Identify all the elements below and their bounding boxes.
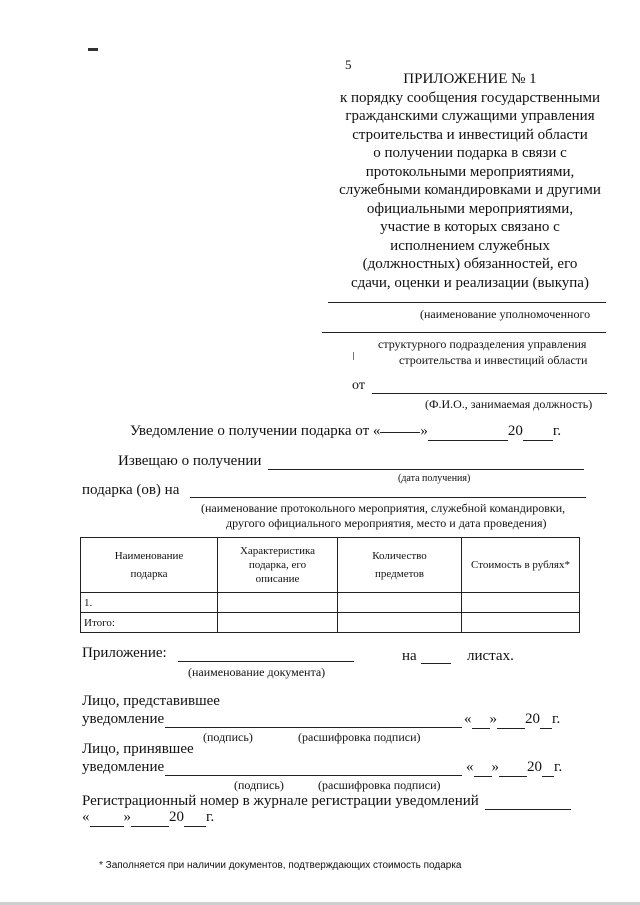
receiver-date: « » 20 г.	[466, 759, 563, 775]
attachment-sheets-field[interactable]	[421, 663, 451, 664]
attachment-doc-hint: (наименование документа)	[188, 665, 326, 679]
total-label: Итого:	[81, 613, 218, 633]
appendix-line: протокольными мероприятиями,	[365, 163, 575, 180]
attachment-doc-field[interactable]	[178, 661, 354, 662]
scan-tick-mark	[353, 352, 354, 360]
scan-dash-mark	[88, 48, 98, 51]
attachment-sheets-label: листах.	[467, 648, 514, 664]
total-description-cell[interactable]	[218, 613, 338, 633]
receiver-line1: Лицо, принявшее	[82, 741, 194, 757]
submitter-date: « » 20 г.	[464, 711, 561, 727]
table-total-row	[81, 613, 580, 633]
registration-number-field[interactable]	[485, 809, 571, 810]
addressee-hint-1: (наименование уполномоченного	[420, 307, 591, 321]
appendix-line: участие в которых связано с	[380, 219, 560, 235]
addressee-hint-3: строительства и инвестиций области	[399, 353, 588, 367]
submitter-decode-hint: (расшифровка подписи)	[298, 730, 421, 744]
fio-hint: (Ф.И.О., занимаемая должность)	[425, 397, 593, 411]
registration-month-field[interactable]	[131, 809, 169, 827]
notice-month-field[interactable]	[428, 423, 508, 441]
receiver-line2: уведомление	[82, 759, 165, 775]
addressee-field-1[interactable]	[328, 302, 606, 303]
addressee-hint-2: структурного подразделения управления	[378, 337, 587, 351]
receiver-month-field[interactable]	[499, 759, 527, 777]
row-1-quantity-cell[interactable]	[338, 593, 462, 613]
header-gift-name: Наименование подарка	[81, 538, 218, 593]
row-1-number[interactable]: 1.	[81, 593, 218, 613]
from-label: от	[352, 378, 365, 393]
event-field[interactable]	[190, 497, 586, 498]
page-number: 5	[345, 57, 352, 72]
receipt-date-hint: (дата получения)	[398, 473, 471, 484]
notice-day-field[interactable]	[380, 432, 420, 433]
gifts-table	[80, 537, 580, 633]
row-1-description-cell[interactable]	[218, 593, 338, 613]
appendix-line: сдачи, оценки и реализации (выкупа)	[351, 274, 589, 291]
table-header-row	[81, 538, 580, 593]
receiver-signature-field[interactable]	[165, 775, 462, 776]
total-quantity-cell[interactable]	[338, 613, 462, 633]
event-hint-1: (наименование протокольного мероприятия, служебной командировки,	[201, 501, 566, 515]
appendix-line: служебными командировками и другими	[339, 182, 601, 198]
appendix-line: строительства и инвестиций области	[352, 126, 588, 143]
header-cost: Стоимость в рублях*	[462, 538, 580, 593]
inform-label: Извещаю о получении	[118, 453, 262, 469]
receiver-sign-hint: (подпись)	[234, 778, 284, 792]
appendix-line: официальными мероприятиями,	[366, 200, 574, 217]
appendix-line: о получении подарка в связи с	[373, 145, 567, 161]
receiver-year-field[interactable]	[542, 759, 554, 777]
submitter-signature-field[interactable]	[165, 727, 462, 728]
receipt-date-field[interactable]	[268, 469, 584, 470]
appendix-line: гражданскими служащими управления	[345, 108, 595, 124]
submitter-day-field[interactable]	[472, 711, 490, 729]
registration-date: « » 20 г.	[82, 809, 215, 825]
total-cost-cell[interactable]	[462, 613, 580, 633]
header-gift-description: Характеристика подарка, его описание	[218, 538, 338, 593]
registration-label: Регистрационный номер в журнале регистрации уведомлений	[82, 793, 479, 809]
notice-title: Уведомление о получении подарка от « » 20 г.	[130, 423, 562, 439]
submitter-sign-hint: (подпись)	[203, 730, 253, 744]
submitter-month-field[interactable]	[497, 711, 525, 729]
gift-label: подарка (ов) на	[82, 482, 180, 498]
submitter-line2: уведомление	[82, 711, 165, 727]
receiver-day-field[interactable]	[474, 759, 492, 777]
header-quantity: Количество предметов	[338, 538, 462, 593]
appendix-header	[320, 70, 620, 292]
appendix-line: к порядку сообщения государственными	[339, 89, 601, 106]
attachment-on-label: на	[402, 648, 417, 664]
table-row	[81, 593, 580, 613]
from-fio-field[interactable]	[372, 393, 607, 394]
appendix-title: ПРИЛОЖЕНИЕ № 1	[403, 71, 537, 87]
submitter-year-field[interactable]	[540, 711, 552, 729]
appendix-line: исполнением служебных	[390, 237, 550, 254]
notice-year-field[interactable]	[523, 423, 553, 441]
appendix-line: (должностных) обязанностей, его	[362, 256, 578, 272]
row-1-cost-cell[interactable]	[462, 593, 580, 613]
registration-day-field[interactable]	[90, 809, 124, 827]
event-hint-2: другого официального мероприятия, место и дата проведения)	[226, 516, 547, 530]
registration-year-field[interactable]	[184, 809, 206, 827]
receiver-decode-hint: (расшифровка подписи)	[318, 778, 441, 792]
attachment-label: Приложение:	[82, 645, 167, 661]
addressee-field-2[interactable]	[322, 332, 606, 333]
footnote: * Заполняется при наличии документов, подтверждающих стоимость подарка	[99, 860, 462, 871]
submitter-line1: Лицо, представившее	[82, 693, 220, 709]
